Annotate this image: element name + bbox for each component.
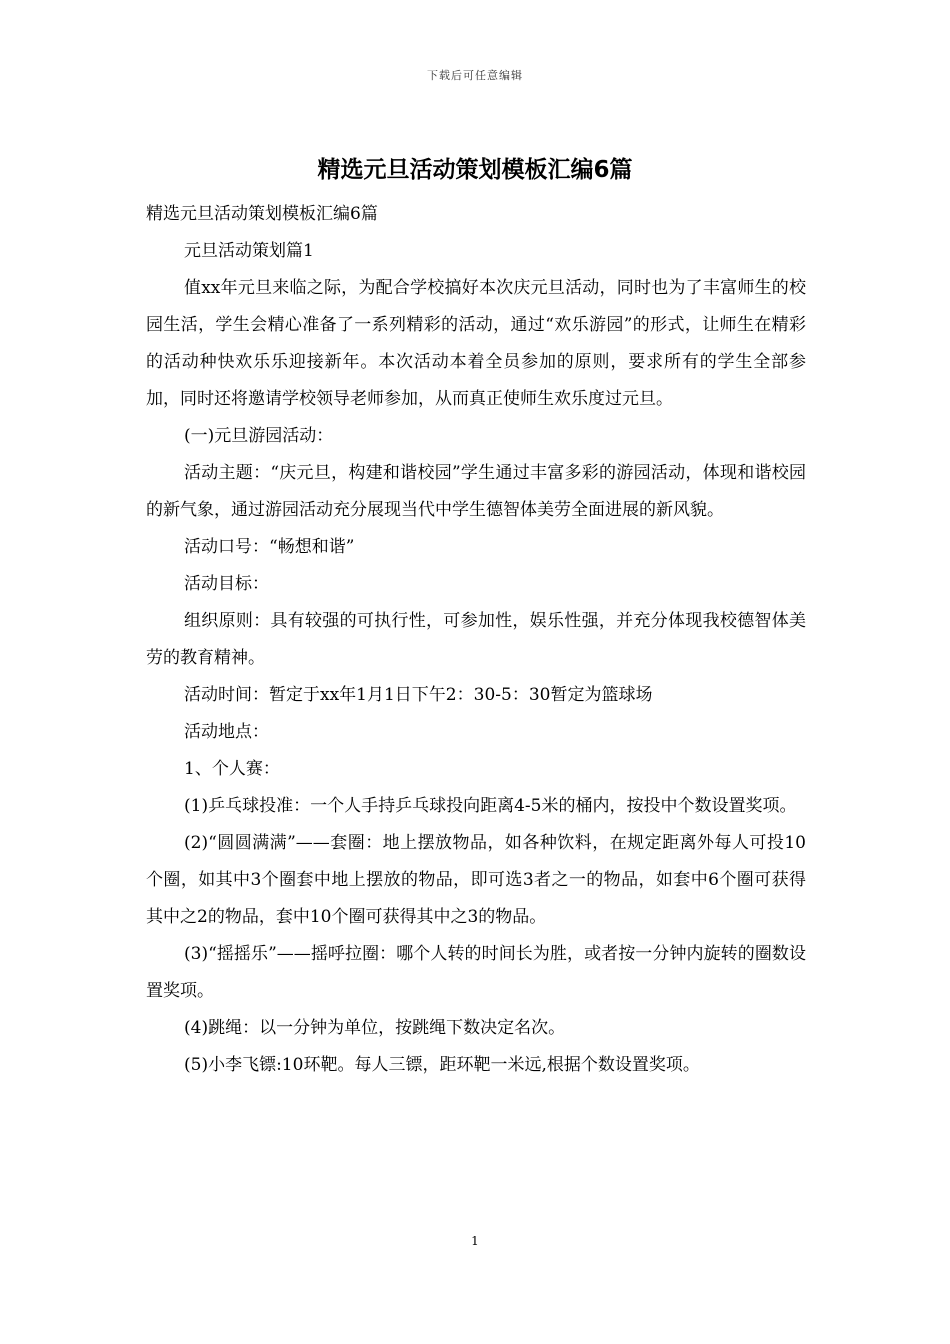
body-paragraph: 活动时间：暂定于xx年1月1日下午2：30-5：30暂定为篮球场 <box>184 685 653 705</box>
body-paragraph: 活动主题：“庆元旦，构建和谐校园”学生通过丰富多彩的游园活动，体现和谐校园的新气象，通过游园活动充分展现当代中学生德智体美劳全面进展的新风貌。 <box>146 463 806 520</box>
subtitle-paragraph: 精选元旦活动策划模板汇编6篇 <box>146 204 378 224</box>
body-paragraph: 活动地点： <box>184 722 269 742</box>
body-paragraph: 值xx年元旦来临之际，为配合学校搞好本次庆元旦活动，同时也为了丰富师生的校园生活，学生会精心准备了一系列精彩的活动，通过“欢乐游园”的形式，让师生在精彩的活动种快欢乐乐迎接新年。本次活动本着全员参加的原则，要求所有的学生全部参加，同时还将邀请学校领导老师参加，从而真正使师生欢乐度过元旦。 <box>146 278 806 409</box>
body-paragraph: (一)元旦游园活动： <box>184 426 334 446</box>
body-paragraph: 1、个人赛： <box>184 759 280 779</box>
body-paragraph: 活动目标： <box>184 574 269 594</box>
body-paragraph: 组织原则：具有较强的可执行性，可参加性，娱乐性强，并充分体现我校德智体美劳的教育精神。 <box>146 611 806 668</box>
body-paragraph: (1)乒乓球投准：一个人手持乒乓球投向距离4-5米的桶内，按投中个数设置奖项。 <box>184 796 797 816</box>
section-heading: 元旦活动策划篇1 <box>184 241 314 261</box>
body-paragraph: (2)“圆圆满满”——套圈：地上摆放物品，如各种饮料，在规定距离外每人可投10个圈，如其中3个圈套中地上摆放的物品，即可选3者之一的物品，如套中6个圈可获得其中之2的物品，套中10个圈可获得其中之3的物品。 <box>146 833 806 927</box>
body-paragraph: (3)“摇摇乐”——摇呼拉圈：哪个人转的时间长为胜，或者按一分钟内旋转的圈数设置奖项。 <box>146 944 806 1001</box>
body-paragraph: 活动口号：“畅想和谐” <box>184 537 355 557</box>
page-number: 1 <box>471 1234 479 1248</box>
document-body <box>146 196 806 1084</box>
body-paragraph: (5)小李飞镖:10环靶。每人三镖，距环靶一米远,根据个数设置奖项。 <box>184 1055 700 1075</box>
page-header-note: 下载后可任意编辑 <box>427 69 523 82</box>
document-title: 精选元旦活动策划模板汇编6篇 <box>317 157 633 183</box>
body-paragraph: (4)跳绳：以一分钟为单位，按跳绳下数决定名次。 <box>184 1018 566 1038</box>
